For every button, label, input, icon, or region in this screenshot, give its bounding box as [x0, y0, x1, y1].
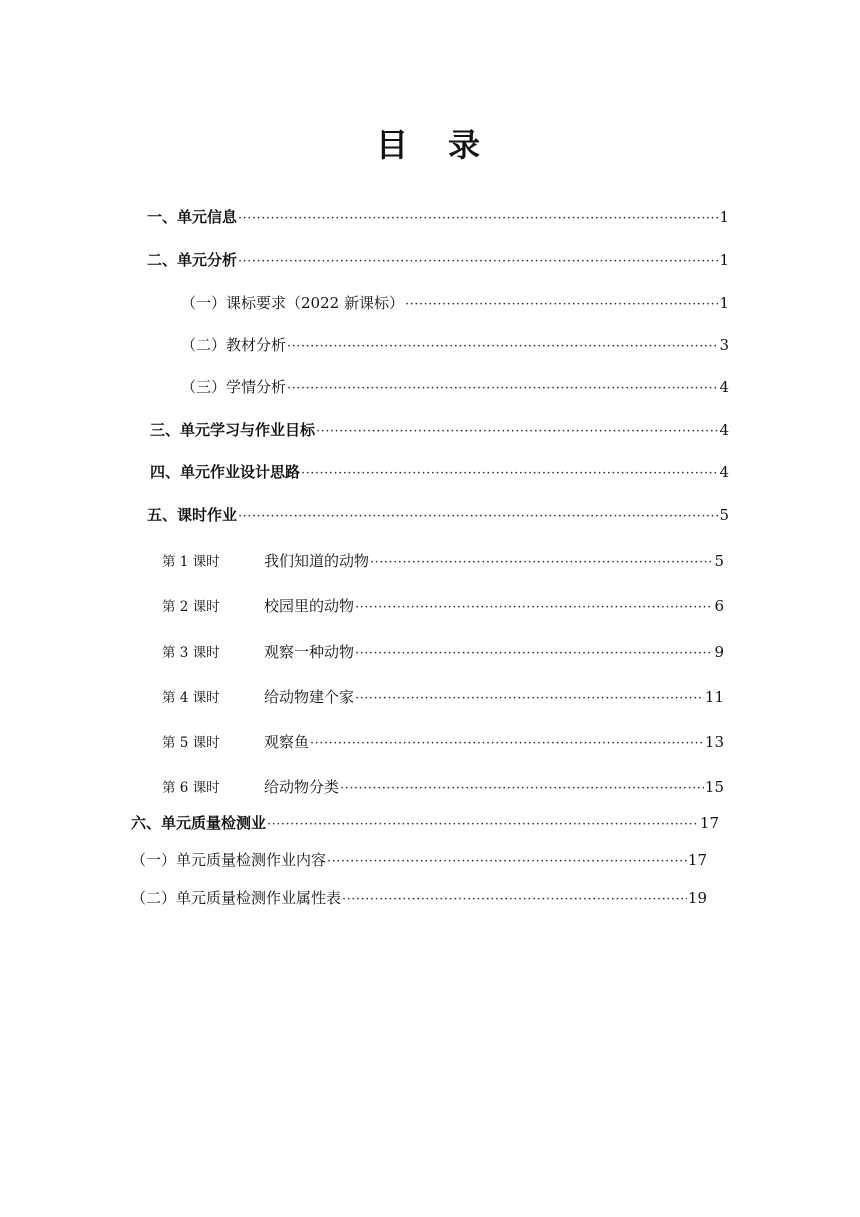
- dot-leader: [287, 337, 718, 357]
- toc-entry-quality-check-attributes[interactable]: [131, 888, 707, 910]
- toc-entry-label: 六、单元质量检测业: [131, 814, 267, 832]
- toc-entry-page: 9: [714, 643, 724, 661]
- toc-entry-page: 17: [699, 814, 719, 832]
- toc-entry-label: （二）单元质量检测作业属性表: [131, 889, 342, 907]
- lesson-number: 第 3 课时: [162, 645, 220, 661]
- toc-entry-label: 观察一种动物: [264, 643, 355, 661]
- toc-entry-label: 三、单元学习与作业目标: [150, 421, 316, 439]
- toc-entry-label: （三）学情分析: [181, 378, 287, 396]
- toc-entry-page: 19: [687, 889, 707, 907]
- toc-entry-page: 1: [719, 208, 729, 226]
- toc-entry-learning-goals[interactable]: [150, 420, 729, 442]
- lesson-number: 第 6 课时: [162, 780, 220, 796]
- toc-entry-lesson-1[interactable]: [162, 551, 724, 573]
- toc-entry-unit-analysis[interactable]: [147, 250, 729, 272]
- toc-entry-lesson-homework[interactable]: [147, 505, 729, 527]
- toc-entry-quality-check[interactable]: [131, 813, 719, 835]
- toc-entry-page: 13: [704, 733, 724, 751]
- toc-entry-lesson-6[interactable]: [162, 777, 724, 799]
- dot-leader: [287, 379, 718, 399]
- dot-leader: [355, 598, 713, 618]
- toc-entry-page: 1: [719, 251, 729, 269]
- toc-entry-page: 5: [714, 552, 724, 570]
- toc-entry-label: 四、单元作业设计思路: [150, 463, 301, 481]
- toc-entry-label: 给动物建个家: [264, 688, 355, 706]
- dot-leader: [238, 209, 718, 229]
- toc-entry-curriculum-requirements[interactable]: [181, 293, 729, 315]
- dot-leader: [267, 815, 699, 835]
- toc-entry-label: （一）单元质量检测作业内容: [131, 851, 327, 869]
- dot-leader: [301, 464, 718, 484]
- dot-leader: [355, 644, 713, 664]
- lesson-number: 第 1 课时: [162, 554, 220, 570]
- toc-entry-unit-info[interactable]: [147, 207, 729, 229]
- lesson-number: 第 5 课时: [162, 735, 220, 751]
- dot-leader: [238, 507, 718, 527]
- dot-leader: [370, 553, 713, 573]
- toc-entry-page: 4: [719, 378, 729, 396]
- toc-entry-page: 1: [719, 294, 729, 312]
- lesson-number: 第 2 课时: [162, 599, 220, 615]
- dot-leader: [342, 890, 687, 910]
- toc-entry-page: 3: [719, 336, 729, 354]
- toc-entry-lesson-3[interactable]: [162, 642, 724, 664]
- toc-entry-page: 5: [719, 506, 729, 524]
- toc-entry-student-analysis[interactable]: [181, 377, 729, 399]
- toc-entry-page: 6: [714, 597, 724, 615]
- toc-entry-design-ideas[interactable]: [150, 462, 729, 484]
- toc-entry-lesson-4[interactable]: [162, 687, 724, 709]
- toc-entry-label: 五、课时作业: [147, 506, 238, 524]
- toc-entry-page: 11: [704, 688, 724, 706]
- lesson-number: 第 4 课时: [162, 690, 220, 706]
- dot-leader: [327, 852, 687, 872]
- toc-entry-page: 4: [719, 463, 729, 481]
- toc-entry-lesson-5[interactable]: [162, 732, 724, 754]
- dot-leader: [355, 689, 704, 709]
- toc-entry-textbook-analysis[interactable]: [181, 335, 729, 357]
- toc-entry-label: （二）教材分析: [181, 336, 287, 354]
- toc-entry-label: 观察鱼: [264, 733, 310, 751]
- toc-entry-page: 15: [704, 778, 724, 796]
- toc-entry-label: 给动物分类: [264, 778, 340, 796]
- dot-leader: [316, 422, 718, 442]
- dot-leader: [310, 734, 704, 754]
- toc-entry-quality-check-content[interactable]: [131, 850, 707, 872]
- toc-entry-label: 我们知道的动物: [264, 552, 370, 570]
- toc-entry-label: （一）课标要求（2022 新课标）: [181, 294, 404, 312]
- toc-entry-label: 二、单元分析: [147, 251, 238, 269]
- toc-entry-label: 一、单元信息: [147, 208, 238, 226]
- toc-entry-lesson-2[interactable]: [162, 596, 724, 618]
- dot-leader: [405, 295, 719, 315]
- toc-entry-label: 校园里的动物: [264, 597, 355, 615]
- toc-entry-page: 17: [687, 851, 707, 869]
- dot-leader: [238, 252, 718, 272]
- dot-leader: [340, 779, 704, 799]
- page-title: 目 录: [375, 126, 484, 164]
- toc-entry-page: 4: [719, 421, 729, 439]
